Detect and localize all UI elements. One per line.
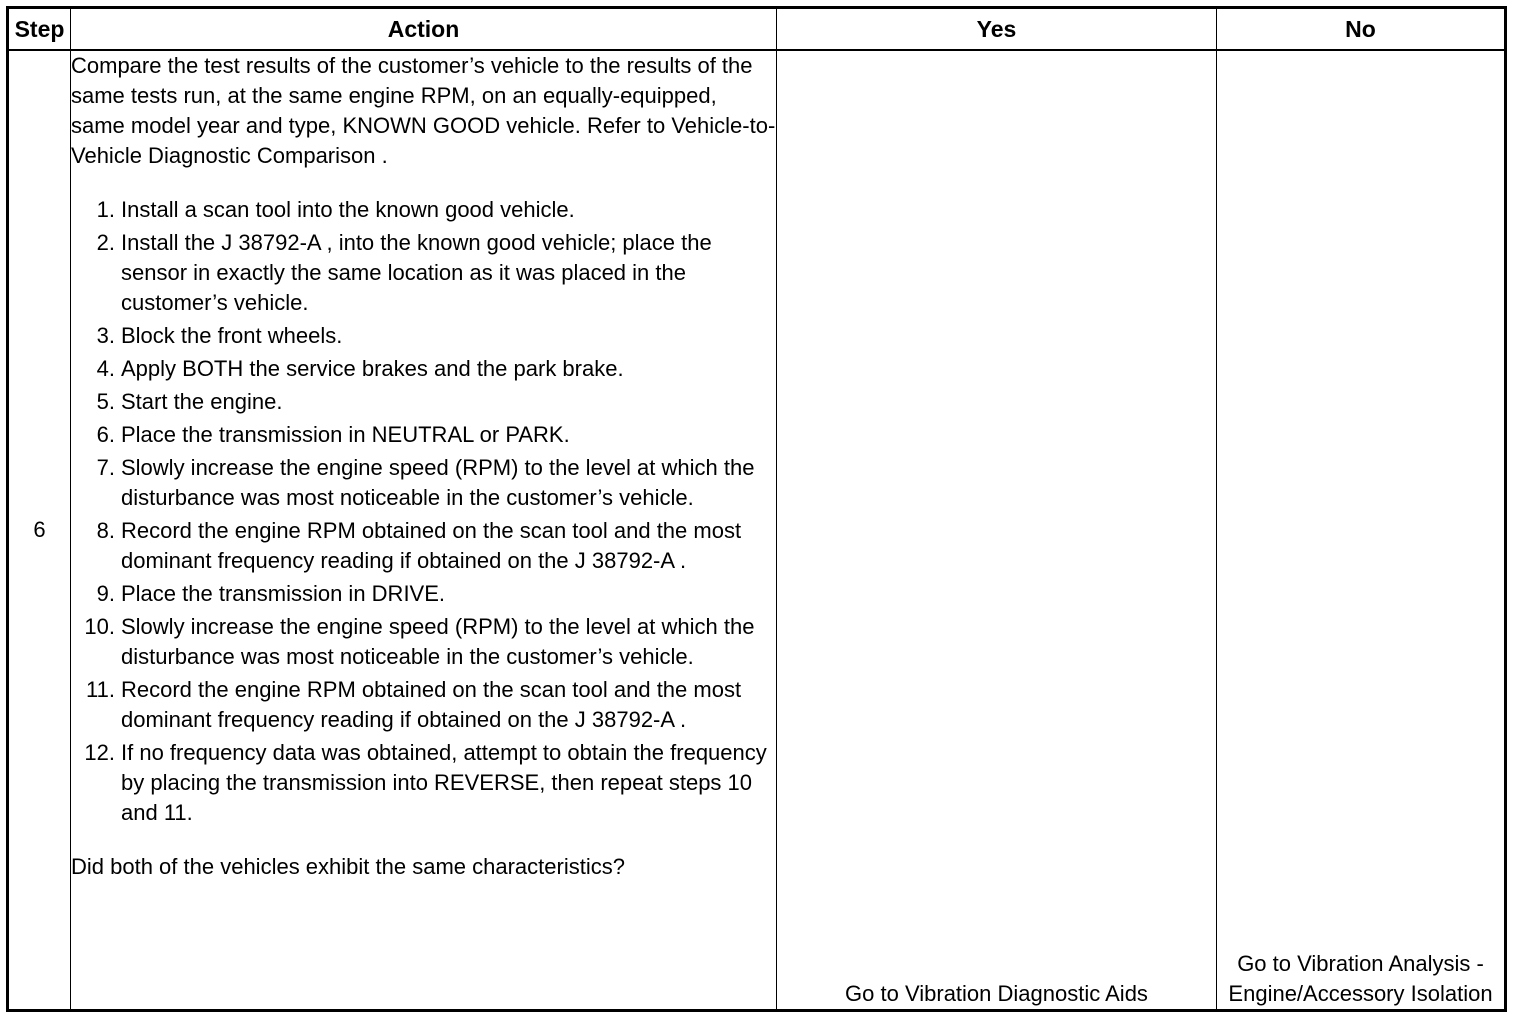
list-item-text: Install a scan tool into the known good vehicle. xyxy=(121,197,575,222)
list-item xyxy=(71,675,776,735)
list-item xyxy=(71,420,776,450)
action-intro: Compare the test results of the customer’s vehicle to the results of the same tests run, at the same engine RPM, on an equally-equipped, same model year and type, KNOWN GOOD vehicle. Refer to Vehicle-to-Vehicle Diagnostic Comparison . xyxy=(71,53,776,168)
header-no: No xyxy=(1217,8,1506,51)
list-item-number: 3. xyxy=(96,323,115,348)
action-question: Did both of the vehicles exhibit the same characteristics? xyxy=(71,854,625,879)
table-row xyxy=(8,50,1506,1011)
list-item-text: Block the front wheels. xyxy=(121,323,343,348)
list-item-text: Slowly increase the engine speed (RPM) to the level at which the disturbance was most noticeable in the customer’s vehicle. xyxy=(121,614,755,669)
diagnostic-table xyxy=(6,6,1507,1012)
list-item-text: If no frequency data was obtained, attempt to obtain the frequency by placing the transmission into REVERSE, then repeat steps 10 and 11. xyxy=(121,740,767,825)
list-item xyxy=(71,195,776,225)
list-item-text: Start the engine. xyxy=(121,389,283,414)
list-item xyxy=(71,516,776,576)
header-row xyxy=(8,8,1506,51)
yes-cell: Go to Vibration Diagnostic Aids xyxy=(777,50,1217,1011)
list-item xyxy=(71,612,776,672)
list-item-number: 10. xyxy=(84,614,115,639)
list-item-text: Slowly increase the engine speed (RPM) to the level at which the disturbance was most noticeable in the customer’s vehicle. xyxy=(121,455,755,510)
header-yes: Yes xyxy=(777,8,1217,51)
list-item-number: 5. xyxy=(96,389,115,414)
list-item-number: 7. xyxy=(96,455,115,480)
list-item-text: Apply BOTH the service brakes and the park brake. xyxy=(121,356,624,381)
list-item-text: Place the transmission in DRIVE. xyxy=(121,581,446,606)
action-steps xyxy=(71,195,776,828)
step-number: 6 xyxy=(8,50,71,1011)
list-item xyxy=(71,321,776,351)
action-cell xyxy=(71,50,777,1011)
no-cell: Go to Vibration Analysis - Engine/Accessory Isolation xyxy=(1217,50,1506,1011)
list-item xyxy=(71,387,776,417)
header-step: Step xyxy=(8,8,71,51)
header-action: Action xyxy=(71,8,777,51)
list-item-text: Record the engine RPM obtained on the scan tool and the most dominant frequency reading if obtained on the J 38792-A . xyxy=(121,677,742,732)
list-item-text: Place the transmission in NEUTRAL or PARK. xyxy=(121,422,570,447)
list-item xyxy=(71,228,776,318)
list-item-number: 2. xyxy=(96,230,115,255)
list-item xyxy=(71,579,776,609)
list-item-number: 8. xyxy=(96,518,115,543)
list-item-text: Record the engine RPM obtained on the scan tool and the most dominant frequency reading if obtained on the J 38792-A . xyxy=(121,518,742,573)
list-item-number: 4. xyxy=(96,356,115,381)
list-item-text: Install the J 38792-A , into the known good vehicle; place the sensor in exactly the same location as it was placed in the customer’s vehicle. xyxy=(121,230,712,315)
list-item-number: 6. xyxy=(96,422,115,447)
list-item-number: 1. xyxy=(96,197,115,222)
list-item xyxy=(71,738,776,828)
list-item xyxy=(71,453,776,513)
list-item-number: 12. xyxy=(84,740,115,765)
list-item xyxy=(71,354,776,384)
list-item-number: 9. xyxy=(96,581,115,606)
list-item-number: 11. xyxy=(86,677,115,702)
